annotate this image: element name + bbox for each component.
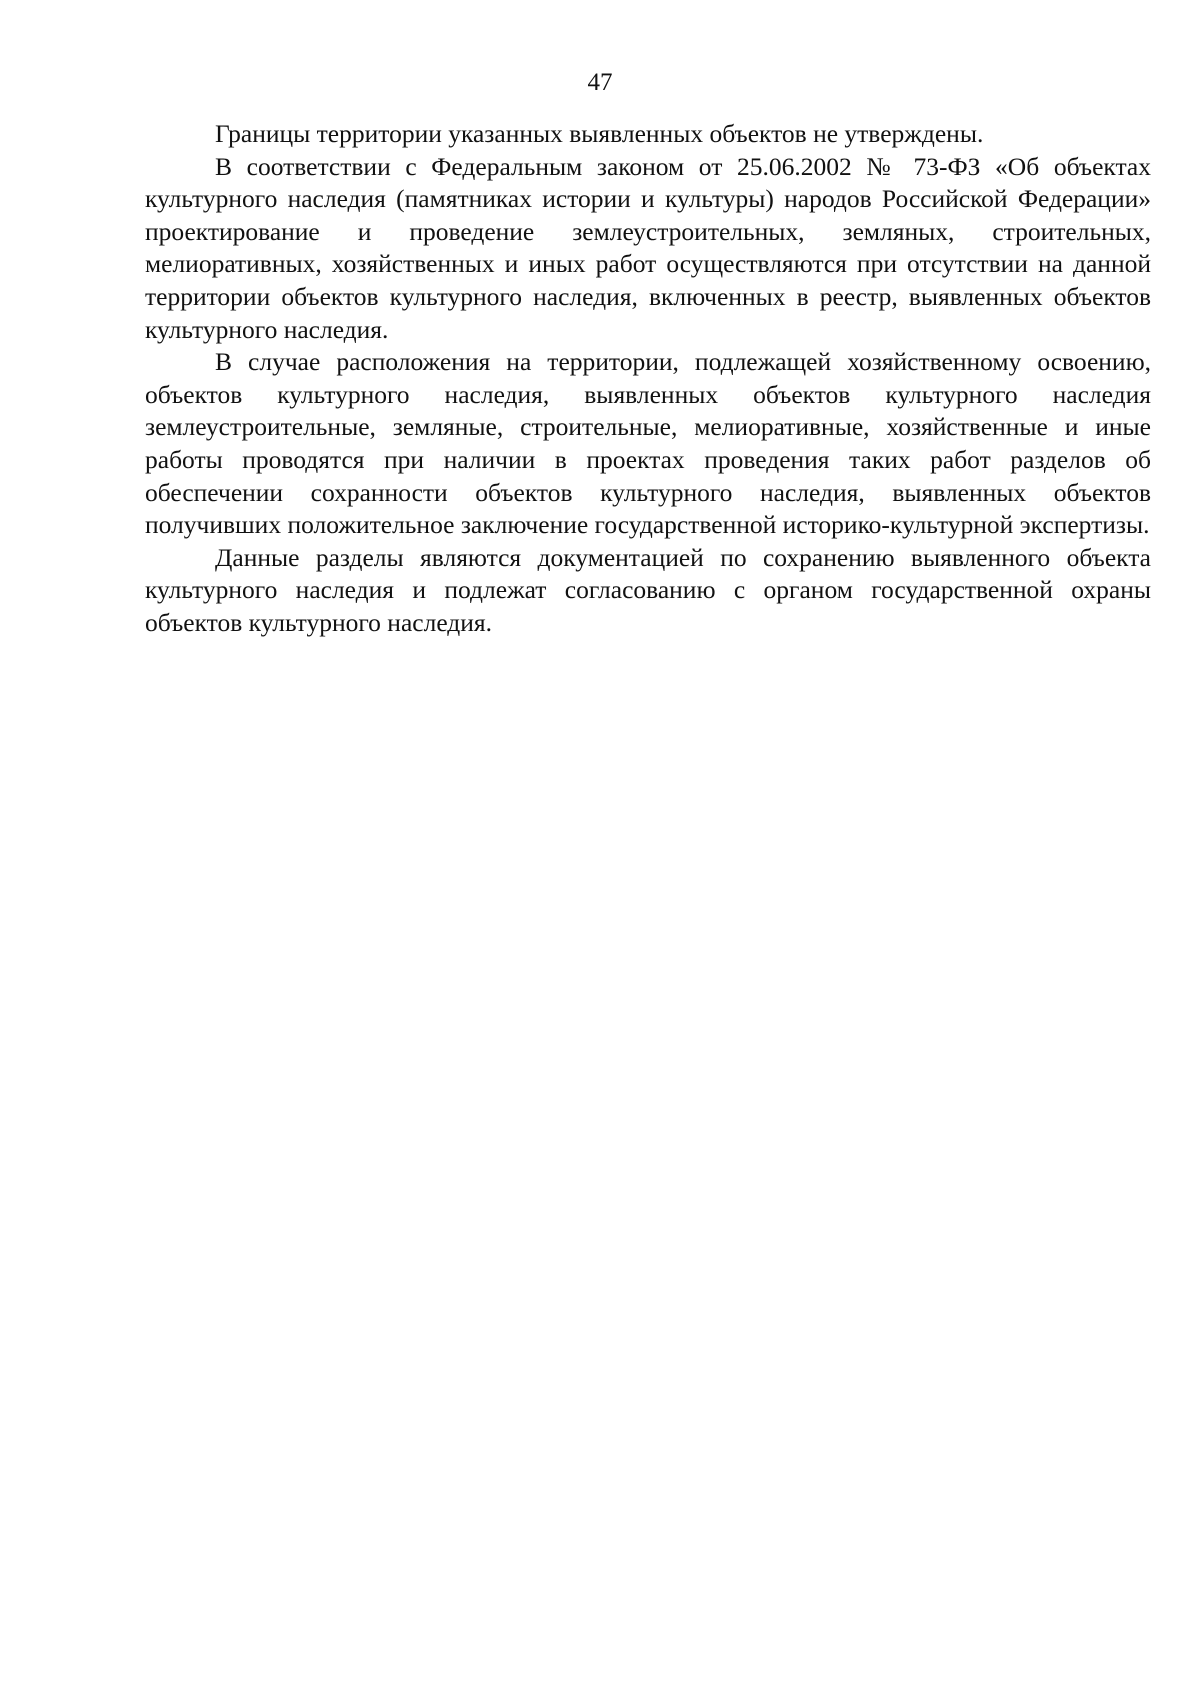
page-number: 47 [587, 69, 613, 96]
document-body [145, 118, 1151, 640]
paragraph-federal-law: В соответствии с Федеральным законом от 25.06.2002 № 73-ФЗ «Об объектах культурного наследия (памятниках истории и культуры) народов Российской Федерации» проектирование и проведение землеустроительных, земляных, строительных, мелиоративных, хозяйственных и иных работ осуществляются при отсутствии на данной территории объектов культурного наследия, включенных в реестр, выявленных объектов культурного наследия. [145, 151, 1151, 344]
paragraph-documentation: Данные разделы являются документацией по сохранению выявленного объекта культурного наследия и подлежат согласованию с органом государственной охраны объектов культурного наследия. [145, 542, 1151, 637]
paragraph-economic-development: В случае расположения на территории, подлежащей хозяйственному освоению, объектов культурного наследия, выявленных объектов культурного наследия землеустроительные, земляные, строительные, мелиоративные, хозяйственные и иные работы проводятся при наличии в проектах проведения таких работ разделов об обеспечении сохранности объектов культурного наследия, выявленных объектов получивших положительное заключение государственной историко-культурной экспертизы. [145, 347, 1151, 540]
paragraph-boundaries: Границы территории указанных выявленных объектов не утверждены. [215, 119, 984, 148]
